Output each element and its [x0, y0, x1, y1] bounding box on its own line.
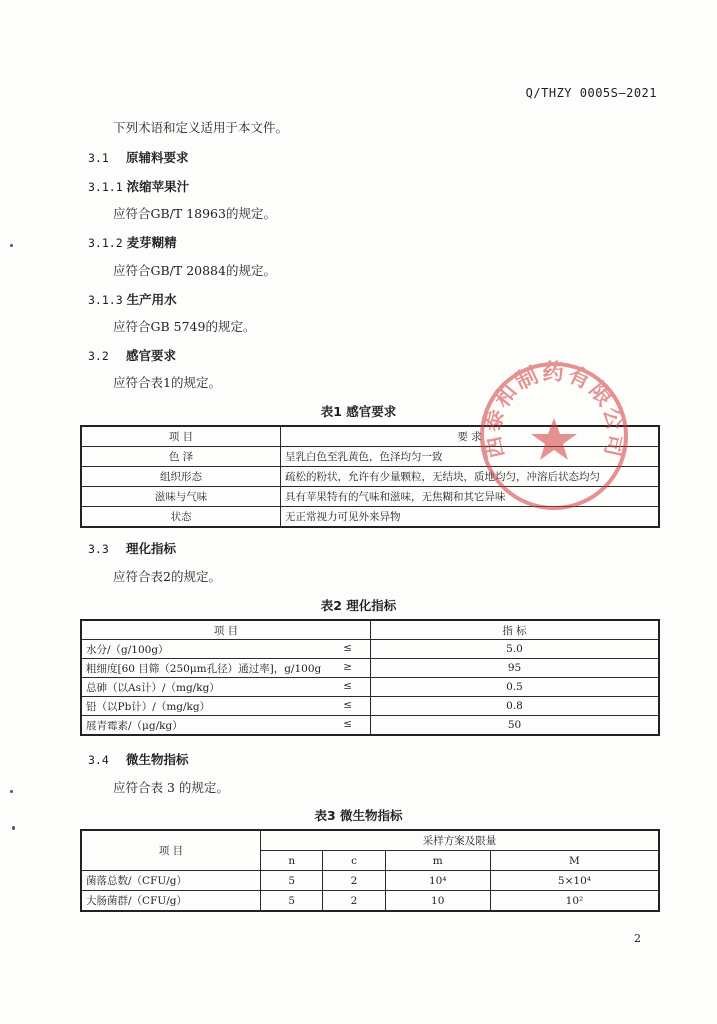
table-header-cell: 项 目	[81, 620, 371, 640]
table-cell	[81, 640, 371, 659]
section-text: 应符合表1的规定。	[113, 375, 221, 390]
table-cell	[81, 659, 371, 678]
section-text: 应符合GB/T 18963的规定。	[113, 206, 276, 221]
microbiological-table	[80, 829, 660, 912]
intro-text: 下列术语和定义适用于本文件。	[113, 120, 289, 135]
table3-caption: 表3 微生物指标	[314, 808, 403, 823]
table-header-cell: n	[261, 851, 323, 871]
table-cell: 5.0	[371, 640, 660, 659]
section-title: 生产用水	[126, 292, 177, 307]
heading-3-4	[88, 750, 189, 768]
table-cell: 色 泽	[81, 447, 281, 467]
section-number: 3.2	[88, 349, 109, 363]
table-cell	[81, 697, 371, 716]
section-number: 3.3	[88, 542, 109, 556]
section-title: 浓缩苹果汁	[126, 179, 190, 194]
table-cell: 5×10⁴	[490, 871, 659, 891]
item-label: 铅（以Pb计）/（mg/kg）	[86, 700, 211, 713]
table-cell: 5	[261, 891, 323, 912]
table-cell: 组织形态	[81, 467, 281, 487]
table2-caption: 表2 理化指标	[320, 598, 397, 613]
table-header-cell: 指 标	[371, 620, 660, 640]
heading-3-1-2	[88, 233, 177, 251]
table-cell: 无正常视力可见外来异物	[281, 507, 660, 528]
heading-3-1-3	[88, 290, 177, 308]
section-text: 应符合表2的规定。	[113, 569, 221, 584]
comparison-symbol: ≤	[343, 641, 352, 654]
item-label: 粗细度[60 目筛（250μm孔径）通过率]，g/100g	[86, 662, 322, 675]
section-title: 感官要求	[125, 348, 176, 363]
section-text: 应符合GB/T 20884的规定。	[113, 263, 276, 278]
heading-3-1	[88, 148, 189, 166]
table-header-row	[81, 830, 659, 851]
table-cell: 0.8	[371, 697, 660, 716]
table-cell: 呈乳白色至乳黄色，色泽均匀一致	[281, 447, 660, 467]
table-header-cell: M	[490, 851, 659, 871]
comparison-symbol: ≤	[343, 717, 352, 730]
heading-3-2	[88, 346, 176, 364]
heading-3-1-1	[88, 177, 189, 195]
comparison-symbol: ≥	[343, 660, 352, 673]
table-row	[81, 640, 659, 659]
table-cell: 10⁴	[385, 871, 490, 891]
table-row	[81, 871, 659, 891]
physicochemical-table	[80, 619, 660, 736]
section-number: 3.1.1	[88, 180, 123, 194]
scan-speck	[10, 244, 13, 247]
table-row	[81, 891, 659, 912]
table-cell: 2	[323, 891, 385, 912]
table-cell	[81, 678, 371, 697]
section-title: 微生物指标	[125, 752, 189, 767]
table1-caption: 表1 感官要求	[320, 404, 397, 419]
table-cell: 疏松的粉状，允许有少量颗粒，无结块，质地均匀，冲溶后状态均匀	[281, 467, 660, 487]
table-cell: 5	[261, 871, 323, 891]
table-cell: 具有苹果特有的气味和滋味，无焦糊和其它异味	[281, 487, 660, 507]
table-cell: 50	[371, 716, 660, 736]
table-header-cell: 项 目	[81, 830, 261, 871]
section-title: 理化指标	[125, 541, 176, 556]
table-row	[81, 678, 659, 697]
document-id: Q/THZY 0005S—2021	[525, 86, 657, 100]
table-row	[81, 659, 659, 678]
section-number: 3.4	[88, 753, 109, 767]
table-cell	[81, 716, 371, 736]
table-header-cell: 采样方案及限量	[261, 830, 660, 851]
table-cell: 2	[323, 871, 385, 891]
section-text: 应符合GB 5749的规定。	[113, 319, 256, 334]
table-header-cell: 要 求	[281, 426, 660, 447]
table-header-cell: 项 目	[81, 426, 281, 447]
section-number: 3.1	[88, 151, 109, 165]
section-text: 应符合表 3 的规定。	[113, 780, 229, 795]
table-cell: 0.5	[371, 678, 660, 697]
scan-speck	[12, 826, 15, 830]
section-title: 原辅料要求	[125, 150, 189, 165]
scan-speck	[10, 790, 13, 793]
table-header-row	[81, 620, 659, 640]
heading-3-3	[88, 539, 176, 557]
seal-text: 西泰和制药有限公司	[479, 359, 629, 461]
section-title: 麦芽糊精	[126, 235, 177, 250]
item-label: 水分/（g/100g）	[86, 643, 169, 656]
item-label: 总砷（以As计）/（mg/kg）	[86, 681, 220, 694]
comparison-symbol: ≤	[343, 679, 352, 692]
section-number: 3.1.3	[88, 293, 123, 307]
item-label: 展青霉素/（μg/kg）	[86, 719, 183, 732]
table-row	[81, 697, 659, 716]
table-header-cell: m	[385, 851, 490, 871]
table-cell: 滋味与气味	[81, 487, 281, 507]
page-number: 2	[634, 932, 641, 945]
table-cell: 状态	[81, 507, 281, 528]
table-cell: 菌落总数/（CFU/g）	[81, 871, 261, 891]
comparison-symbol: ≤	[343, 698, 352, 711]
table-cell: 大肠菌群/（CFU/g）	[81, 891, 261, 912]
table-cell: 10	[385, 891, 490, 912]
company-seal	[474, 356, 634, 516]
table-row	[81, 716, 659, 736]
table-header-cell: c	[323, 851, 385, 871]
section-number: 3.1.2	[88, 236, 123, 250]
table-cell: 10²	[490, 891, 659, 912]
table-cell: 95	[371, 659, 660, 678]
